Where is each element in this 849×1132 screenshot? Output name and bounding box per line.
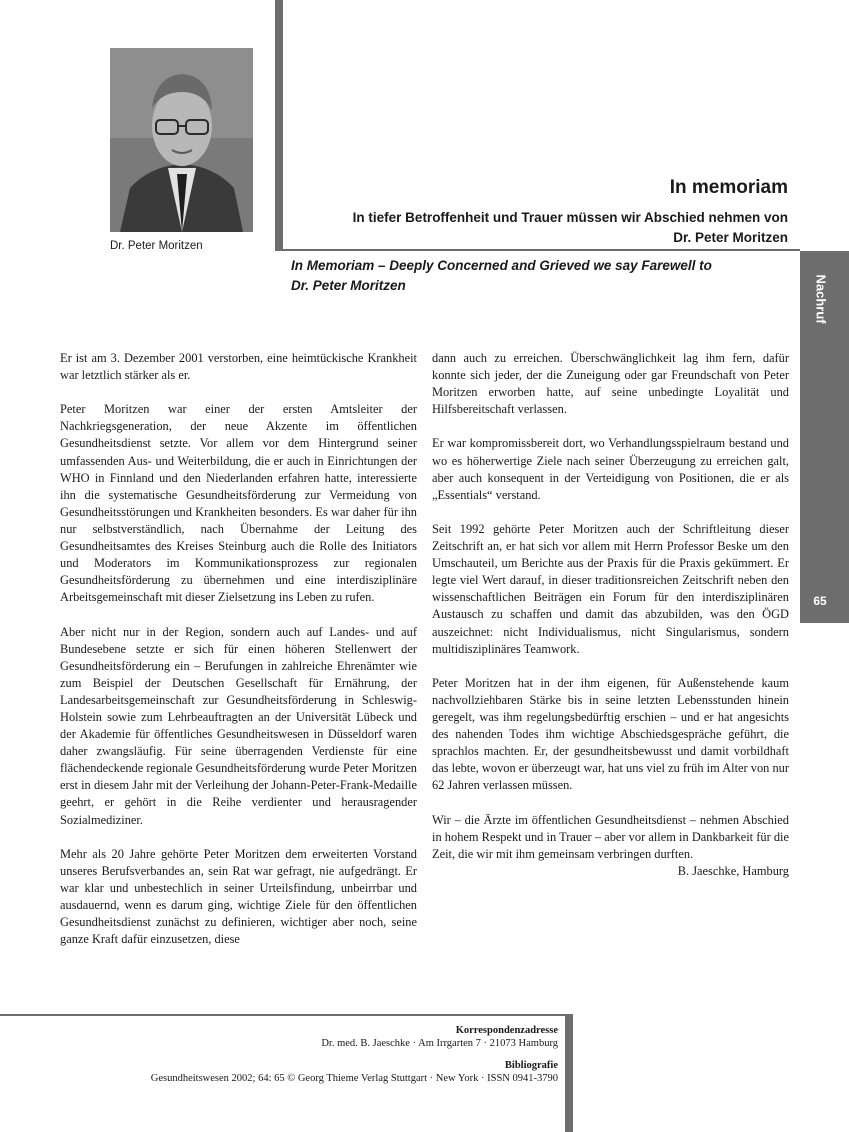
section-label: Nachruf	[813, 274, 829, 324]
paragraph: Mehr als 20 Jahre gehörte Peter Moritzen dem erweiterten Vorstand unseres Berufsverbandes an, sein Rat war gefragt, nie aufgedrängt. Er war klar und unbestechlich in seiner Urteilsfindung, unbeirrbar und ausdauernd, wenn es darum ging, wichtige Ziele für den öffentlichen Gesundheitsdienst zunächst zu definieren, wichtiger aber noch, seine ganze Kraft dafür einzusetzen, diese	[60, 846, 417, 947]
paragraph: Seit 1992 gehörte Peter Moritzen auch der Schriftleitung dieser Zeitschrift an, er hat sich vor allem mit Herrn Professor Beske um den Umschauteil, um Berichte aus der Praxis für die Praxis gekümmert. Er legte viel Wert darauf, in dieser traditionsreichen Zeitschrift neben den wissenschaftlichen Beiträgen ein Forum für den interdisziplinären Austausch zu schaffen und damit das abzubilden, was den ÖGD auszeichnet: nicht Individualismus, nicht Singularismus, sondern multidisziplinäres Teamwork.	[432, 521, 789, 656]
footer-rule	[0, 1014, 565, 1016]
header-divider-bar	[275, 0, 283, 251]
footer-divider-bar	[565, 1014, 573, 1132]
author-signature: B. Jaeschke, Hamburg	[677, 863, 789, 878]
paragraph: Er war kompromissbereit dort, wo Verhandlungsspielraum bestand und wo es höherwertige Ziele nach seiner Überzeugung zu erreichen galt, aber auch konsequent in der Verteidigung von Positionen, die er als „Essentials“ verstand.	[432, 436, 789, 502]
english-title	[291, 256, 771, 296]
header-bottom-rule	[275, 249, 800, 251]
footer	[151, 1024, 558, 1085]
article-title: In memoriam	[669, 177, 788, 198]
correspondence-address: Dr. med. B. Jaeschke · Am Irrgarten 7 · 21073 Hamburg	[321, 1038, 558, 1049]
english-title-line-1: In Memoriam – Deeply Concerned and Grieved we say Farewell to	[291, 258, 712, 273]
bibliography-heading: Bibliografie	[504, 1060, 558, 1071]
paragraph: Er ist am 3. Dezember 2001 verstorben, eine heimtückische Krankheit war letztlich stärker als er.	[60, 351, 417, 383]
correspondence-heading: Korrespondenzadresse	[455, 1025, 558, 1036]
paragraph: Wir – die Ärzte im öffentlichen Gesundheitsdienst – nehmen Abschied in hohem Respekt und in Trauer – aber vor allem in Dankbarkeit für die Zeit, die wir mit ihm gemeinsam verbringen durften.	[432, 812, 789, 861]
body-column-right	[432, 350, 789, 880]
subtitle-line-2: Dr. Peter Moritzen	[673, 230, 788, 245]
subtitle-line-1: In tiefer Betroffenheit und Trauer müssen wir Abschied nehmen von	[352, 210, 788, 225]
bibliography-text: Gesundheitswesen 2002; 64: 65 © Georg Thieme Verlag Stuttgart · New York · ISSN 0941-3790	[150, 1073, 558, 1084]
portrait-photo	[110, 48, 253, 232]
page-number: 65	[813, 594, 827, 608]
paragraph: Peter Moritzen war einer der ersten Amtsleiter der Nachkriegsgeneration, der neue Akzente im öffentlichen Gesundheitsdienst setzte. Vor allem vor dem Hintergrund seiner umfassenden Aus- und Weiterbildung, die er auch in Einrichtungen der WHO in Finnland und den Niederlanden erfahren hatte, interessierte ihn die systematische Gesundheitsförderung zur Vermeidung von Gesundheitsstörungen und Krankheiten besonders. Es war daher für ihn nur selbstverständlich, nach Übernahme der Leitung des Gesundheitsamtes des Kreises Steinburg auch die Rolle des Initiators und Moderators im Kommunikationsprozess zur regionalen Gesundheitsförderung zu übernehmen und eine interdisziplinäre Arbeitsgemeinschaft mit dieser Zielsetzung ins Leben zu rufen.	[60, 402, 417, 605]
body-column-left	[60, 350, 417, 965]
article-subtitle	[308, 208, 788, 248]
paragraph: Aber nicht nur in der Region, sondern auch auf Landes- und auf Bundesebene setzte er sich für einen höheren Stellenwert der Gesundheitsförderung ein – Berufungen in zahlreiche Ehrenämter wie zum Beispiel der Deutschen Gesellschaft für Ernährung, der Landesarbeitsgemeinschaft zur Gesundheitsförderung in Schleswig-Holstein sowie zum Lehrbeauftragten an der Universität Lübeck und der Akademie für öffentliches Gesundheitswesen in Düsseldorf waren daher zwangsläufig. Für seine überragenden Verdienste für eine flächendeckende regionale Gesundheitsförderung wurde Peter Moritzen erst in diesem Jahr mit der Verleihung der Johann-Peter-Frank-Medaille geehrt, er gehört in die Reihe verdienter und herausragender Sozialmediziner.	[60, 624, 417, 827]
english-title-line-2: Dr. Peter Moritzen	[291, 278, 406, 293]
photo-caption: Dr. Peter Moritzen	[110, 240, 203, 252]
paragraph: dann auch zu erreichen. Überschwänglichkeit lag ihm fern, dafür konnte sich jeder, der die Zuneigung oder gar Freundschaft von Peter Moritzen erworben hatte, auf seine unbedingte Loyalität und Hilfsbereitschaft verlassen.	[432, 351, 789, 417]
paragraph: Peter Moritzen hat in der ihm eigenen, für Außenstehende kaum nachvollziehbaren Stärke bis in seine letzten Lebensstunden hinein geregelt, was ihm regelungsbedürftig erschien – und er hat angesichts des nahenden Todes ihm wichtige Abschiedsgespräche geführt, die sprachlos machten. Er, der gesundheitsbewusst und damit vorbildhaft das lebte, wovon er überzeugt war, hat uns viel zu früh im Alter von nur 62 Jahren verlassen müssen.	[432, 675, 789, 793]
